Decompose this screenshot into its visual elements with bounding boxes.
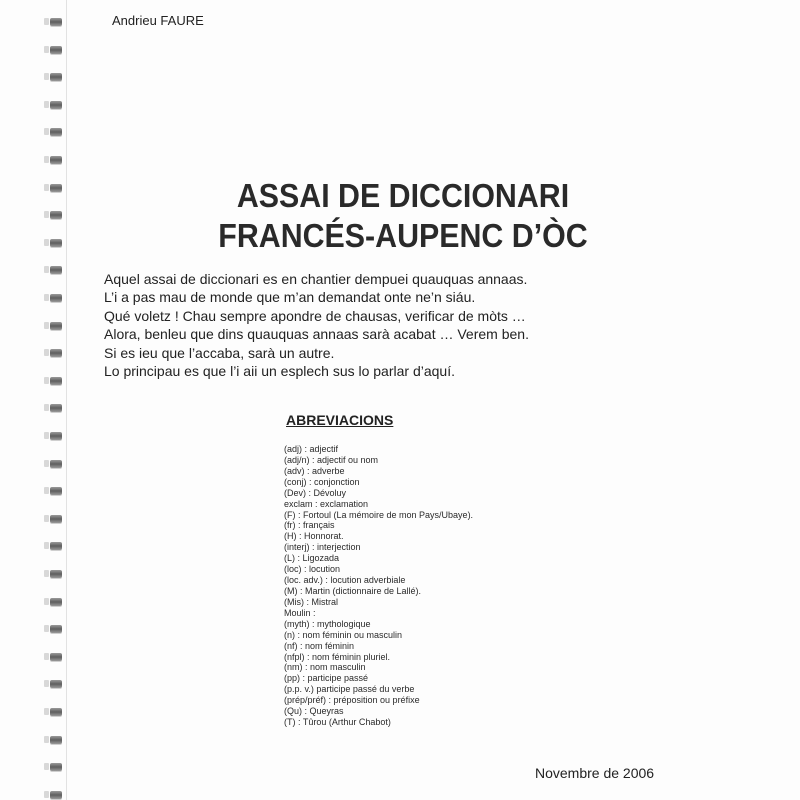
- binding-ring: [50, 46, 62, 54]
- abbreviation-item: (adv) : adverbe: [284, 465, 345, 476]
- binding-ring: [50, 708, 62, 716]
- abbreviation-item: (loc) : locution: [284, 564, 341, 575]
- binding-hole: [44, 625, 49, 632]
- binding-ring: [50, 18, 62, 26]
- binding-ring: [50, 322, 62, 330]
- binding-ring: [50, 73, 62, 81]
- abbreviation-item: (adj/n) : adjectif ou nom: [284, 454, 379, 465]
- binding-ring: [50, 404, 62, 412]
- intro-line: Si es ieu que l’accaba, sarà un autre.: [104, 344, 335, 361]
- document-title: [152, 176, 654, 256]
- binding-ring: [50, 763, 62, 771]
- binding-hole: [44, 266, 49, 273]
- intro-line: Lo principau es que l’i aii un esplech sus lo parlar d’aquí.: [104, 363, 455, 380]
- abbreviations-heading: ABREVIACIONS: [286, 412, 394, 428]
- binding-hole: [44, 377, 49, 384]
- abbreviation-item: (interj) : interjection: [284, 542, 361, 553]
- binding-hole: [44, 349, 49, 356]
- binding-ring: [50, 653, 62, 661]
- title-line: FRANCÉS-AUPENC D’ÒC: [218, 217, 588, 254]
- abbreviation-item: (fr) : français: [284, 520, 335, 531]
- binding-ring: [50, 211, 62, 219]
- abbreviation-item: (T) : Tûrou (Arthur Chabot): [284, 717, 391, 728]
- binding-ring: [50, 625, 62, 633]
- binding-hole: [44, 18, 49, 25]
- binding-ring: [50, 515, 62, 523]
- binding-ring: [50, 432, 62, 440]
- abbreviation-item: (adj) : adjectif: [284, 444, 339, 454]
- abbreviation-item: (H) : Honnorat.: [284, 531, 344, 542]
- abbreviation-item: (prép/préf) : préposition ou préfixe: [284, 695, 420, 706]
- binding-ring: [50, 570, 62, 578]
- abbreviation-item: (nfpl) : nom féminin pluriel.: [284, 651, 391, 662]
- binding-hole: [44, 211, 49, 218]
- abbreviation-item: Moulin :: [284, 607, 316, 618]
- binding-ring: [50, 349, 62, 357]
- binding-ring: [50, 239, 62, 247]
- binding-hole: [44, 460, 49, 467]
- binding-hole: [44, 487, 49, 494]
- intro-paragraph: [104, 270, 584, 380]
- binding-hole: [44, 736, 49, 743]
- abbreviation-item: (conj) : conjonction: [284, 476, 360, 487]
- abbreviation-item: (Qu) : Queyras: [284, 706, 344, 717]
- binding-hole: [44, 570, 49, 577]
- binding-hole: [44, 680, 49, 687]
- binding-ring: [50, 487, 62, 495]
- abbreviation-item: (Dev) : Dévoluy: [284, 487, 347, 498]
- abbreviation-item: (nm) : nom masculin: [284, 662, 366, 673]
- binding-hole: [44, 653, 49, 660]
- binding-hole: [44, 542, 49, 549]
- binding-ring: [50, 156, 62, 164]
- title-line: ASSAI DE DICCIONARI: [236, 177, 570, 214]
- binding-hole: [44, 46, 49, 53]
- binding-ring: [50, 736, 62, 744]
- binding-hole: [44, 156, 49, 163]
- author-name: Andrieu FAURE: [112, 13, 204, 28]
- binding-hole: [44, 432, 49, 439]
- abbreviation-item: (L) : Ligozada: [284, 553, 340, 564]
- binding-ring: [50, 598, 62, 606]
- document-date: Novembre de 2006: [535, 765, 655, 781]
- binding-hole: [44, 73, 49, 80]
- binding-hole: [44, 239, 49, 246]
- binding-hole: [44, 515, 49, 522]
- binding-hole: [44, 184, 49, 191]
- binding-ring: [50, 377, 62, 385]
- abbreviation-item: (pp) : participe passé: [284, 673, 369, 684]
- intro-line: Alora, benleu que dins quauquas annaas sarà acabat … Verem ben.: [104, 326, 529, 343]
- abbreviation-item: (myth) : mythologique: [284, 618, 371, 629]
- intro-line: L’i a pas mau de monde que m’an demandat onte ne’n siáu.: [104, 289, 476, 306]
- binding-hole: [44, 763, 49, 770]
- abbreviation-item: (F) : Fortoul (La mémoire de mon Pays/Ubaye).: [284, 509, 474, 520]
- binding-ring: [50, 680, 62, 688]
- binding-hole: [44, 128, 49, 135]
- abbreviation-item: (p.p. v.) participe passé du verbe: [284, 684, 415, 695]
- binding-ring: [50, 294, 62, 302]
- binding-ring: [50, 460, 62, 468]
- abbreviation-item: (Mis) : Mistral: [284, 596, 338, 607]
- abbreviation-item: (loc. adv.) : locution adverbiale: [284, 575, 406, 586]
- binding-ring: [50, 128, 62, 136]
- spiral-binding: [44, 0, 68, 800]
- binding-ring: [50, 542, 62, 550]
- binding-hole: [44, 404, 49, 411]
- binding-ring: [50, 184, 62, 192]
- binding-ring: [50, 266, 62, 274]
- abbreviation-item: (n) : nom féminin ou masculin: [284, 629, 403, 640]
- intro-line: Qué voletz ! Chau sempre apondre de chausas, verificar de mòts …: [104, 307, 526, 324]
- binding-hole: [44, 322, 49, 329]
- binding-hole: [44, 791, 49, 798]
- binding-hole: [44, 598, 49, 605]
- abbreviation-item: exclam : exclamation: [284, 498, 369, 509]
- binding-edge: [66, 0, 67, 800]
- binding-hole: [44, 294, 49, 301]
- intro-line: Aquel assai de diccionari es en chantier dempuei quauquas annaas.: [104, 271, 528, 287]
- binding-hole: [44, 101, 49, 108]
- abbreviation-item: (nf) : nom féminin: [284, 640, 355, 651]
- binding-ring: [50, 101, 62, 109]
- binding-hole: [44, 708, 49, 715]
- abbreviations-list: [284, 444, 584, 728]
- binding-ring: [50, 791, 62, 799]
- abbreviation-item: (M) : Martin (dictionnaire de Lallé).: [284, 585, 422, 596]
